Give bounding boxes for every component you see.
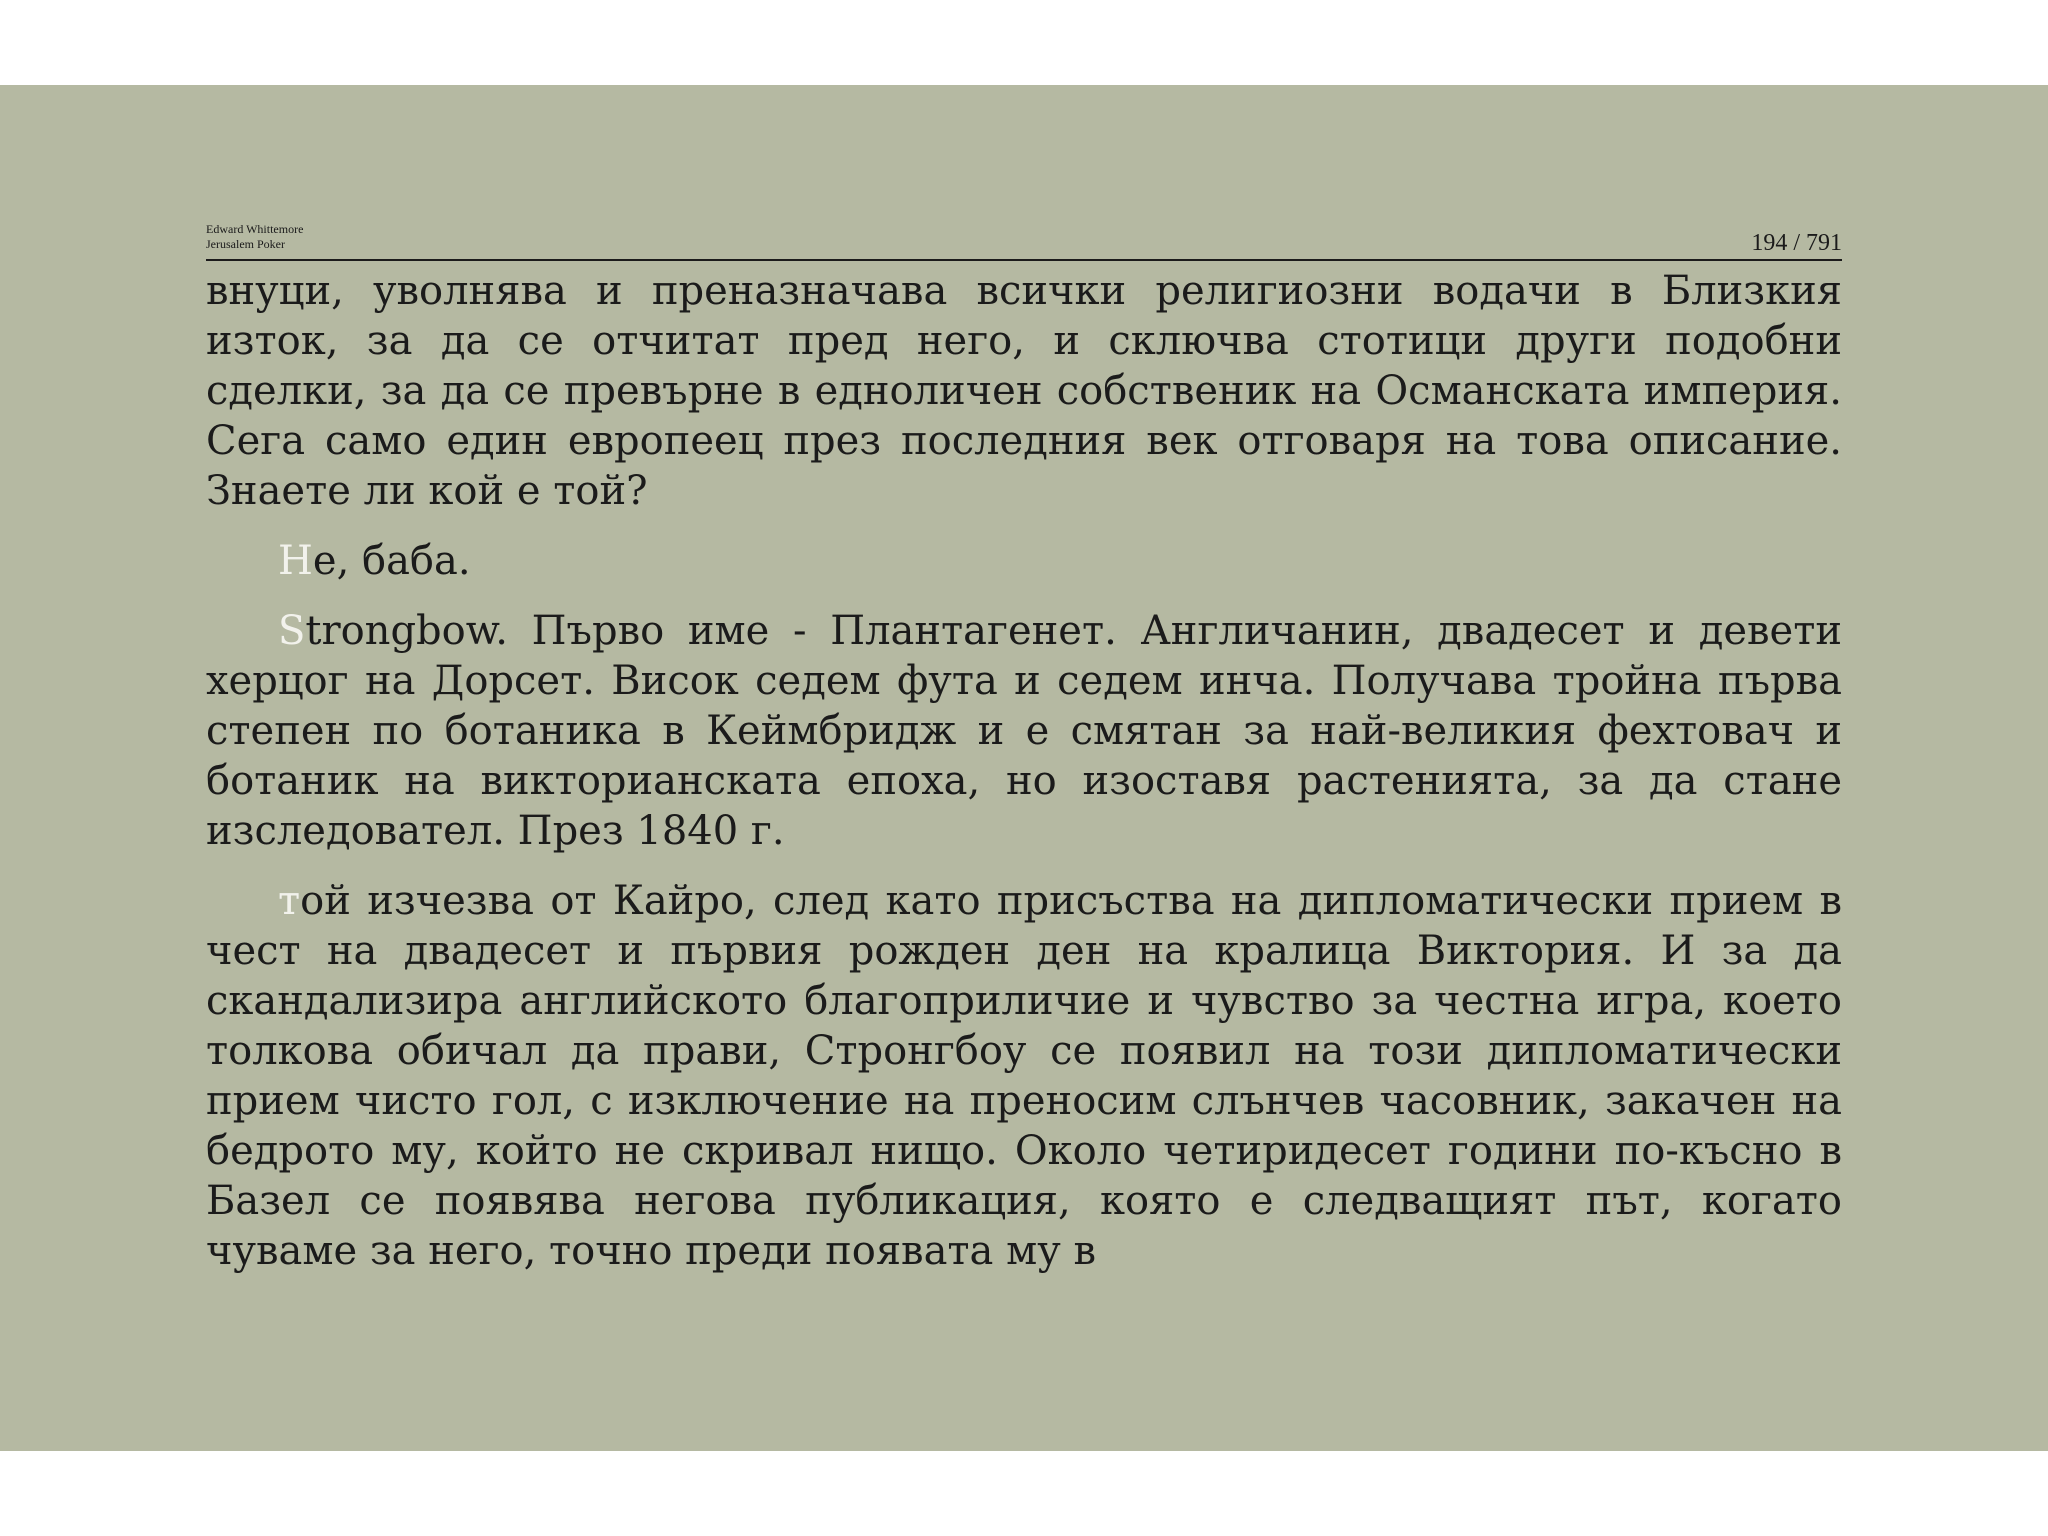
- author-name: Edward Whittemore: [206, 222, 304, 236]
- paragraph-4: [206, 876, 1842, 1276]
- paragraph-4-text: ой изчезва от Кайро, след като присъства на дипломатически прием в чест на двадесет и първия рожден ден на кралица Виктория. И за да скандализира английското благоприличие и чувство за честна игра, което толкова обичал да прави, Стронгбоу се появил на този дипломатически прием чисто гол, с изключение на преносим слънчев часовник, закачен на бедрото му, който не скривал нищо. Около четиридесет години по-късно в Базел се появява негова публикация, която е следващият път, когато чуваме за него, точно преди появата му в: [206, 878, 1842, 1274]
- running-header: [206, 138, 1842, 260]
- header-divider: [206, 259, 1842, 261]
- page-counter: 194 / 791: [1751, 230, 1842, 256]
- paragraph-2-first-letter: Н: [278, 538, 313, 584]
- book-title: Jerusalem Poker: [206, 237, 285, 251]
- paragraph-3-first-letter: S: [278, 608, 306, 654]
- book-body-text: [206, 266, 1842, 1296]
- paragraph-2: [206, 536, 1842, 586]
- paragraph-3-text: trongbow. Първо име - Плантагенет. Англичанин, двадесет и девети херцог на Дорсет. Висок седем фута и седем инча. Получава тройна първа степен по ботаника в Кеймбридж и е смятан за най-великия фехтовач и ботаник на викторианската епоха, но изоставя растенията, за да стане изследовател. През 1840 г.: [206, 608, 1842, 854]
- paragraph-4-first-letter: т: [278, 878, 301, 924]
- paragraph-2-text: е, баба.: [312, 538, 471, 584]
- paragraph-1: внуци, уволнява и преназначава всички религиозни водачи в Близкия изток, за да се отчитат пред него, и сключва стотици други подобни сделки, за да се превърне в едноличен собственик на Османската империя. Сега само един европеец през последния век отговаря на това описание. Знаете ли кой е той?: [206, 268, 1842, 514]
- book-meta: [206, 222, 303, 252]
- paragraph-3: [206, 606, 1842, 856]
